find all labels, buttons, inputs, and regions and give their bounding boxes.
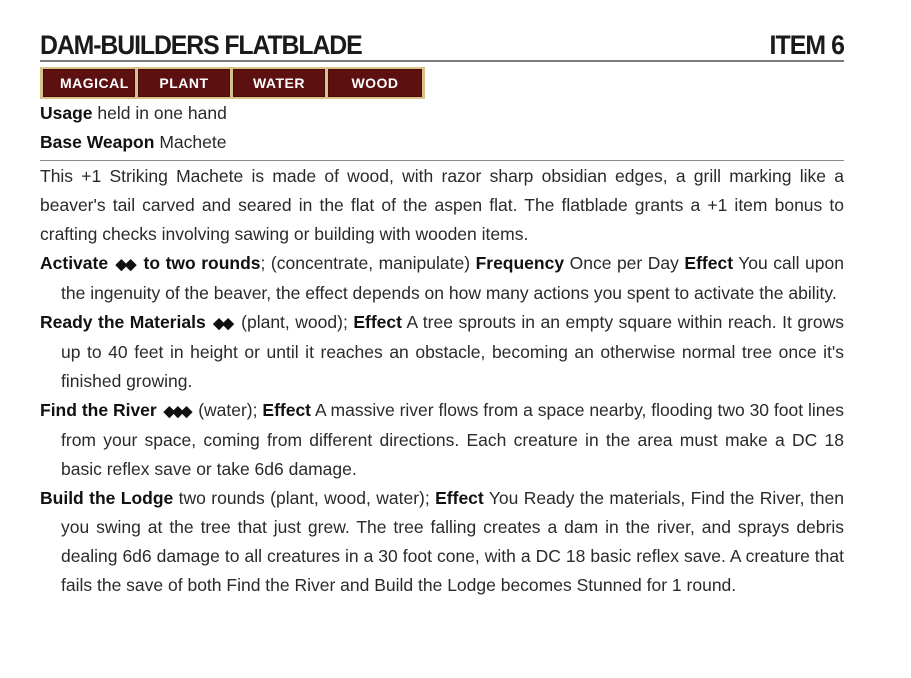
ability-ready-the-materials [40, 308, 844, 396]
lodge-effect: You Ready the materials, Find the River, then you swing at the tree that just grew. The tree falling creates a dam in the river, and sprays debris dealing 6d6 damage to all creatures in a 30 foot cone, with a DC 18 basic reflex save. A creature that fails the save of both Find the River and Build the Lodge becomes Stunned for 1 round. [61, 488, 844, 595]
base-weapon-line [40, 128, 844, 157]
activate-label: Activate [40, 253, 109, 273]
two-actions-icon: ◆◆ [115, 256, 135, 273]
lodge-label: Build the Lodge [40, 488, 174, 508]
lodge-effect-label: Effect [435, 488, 484, 508]
river-traits: (water); [198, 400, 258, 420]
ability-activate [40, 249, 844, 308]
ready-traits: (plant, wood); [241, 312, 348, 332]
item-level: ITEM 6 [769, 30, 844, 60]
usage-label: Usage [40, 103, 93, 123]
ability-find-the-river [40, 396, 844, 484]
item-name: DAM-BUILDERS FLATBLADE [40, 30, 362, 60]
frequency-value: Once per Day [569, 253, 679, 273]
title-row [40, 26, 844, 62]
ready-label: Ready the Materials [40, 312, 206, 332]
activate-duration: to two rounds [143, 253, 261, 273]
river-label: Find the River [40, 400, 157, 420]
base-weapon-label: Base Weapon [40, 132, 155, 152]
river-effect: A massive river flows from a space nearby, flooding two 30 foot lines from your space, coming from different directions. Each creature in the area must make a DC 18 basic reflex save or take 6d6 damage. [61, 400, 844, 479]
frequency-label: Frequency [475, 253, 565, 273]
item-stat-block [40, 26, 844, 600]
activate-traits: ; (concentrate, manipulate) [260, 253, 471, 273]
trait-magical: MAGICAL [43, 69, 135, 97]
base-weapon-value: Machete [159, 132, 227, 152]
ready-effect: A tree sprouts in an empty square within reach. It grows up to 40 feet in height or until it reaches an obstacle, becoming an otherwise normal tree once it's finished growing. [61, 312, 845, 391]
item-description: This +1 Striking Machete is made of wood, with razor sharp obsidian edges, a grill marking like a beaver's tail carved and seared in the flat of the aspen flat. The flatblade grants a +1 item bonus to crafting checks involving sawing or building with wooden items. [40, 166, 844, 244]
trait-list [40, 67, 425, 99]
ready-effect-label: Effect [353, 312, 402, 332]
trait-plant: PLANT [138, 69, 230, 97]
two-actions-icon: ◆◆ [213, 315, 232, 332]
activate-effect-label: Effect [684, 253, 734, 273]
trait-water: WATER [233, 69, 325, 97]
river-effect-label: Effect [262, 400, 312, 420]
activate-effect: You call upon the ingenuity of the beaver, the effect depends on how many actions you spent to activate the ability. [61, 253, 844, 303]
usage-line [40, 99, 844, 128]
usage-value: held in one hand [97, 103, 227, 123]
three-actions-icon: ◆◆◆ [163, 403, 190, 420]
lodge-duration: two rounds (plant, wood, water); [178, 488, 430, 508]
trait-wood: WOOD [328, 69, 422, 97]
ability-build-the-lodge [40, 484, 844, 600]
divider [40, 160, 844, 161]
